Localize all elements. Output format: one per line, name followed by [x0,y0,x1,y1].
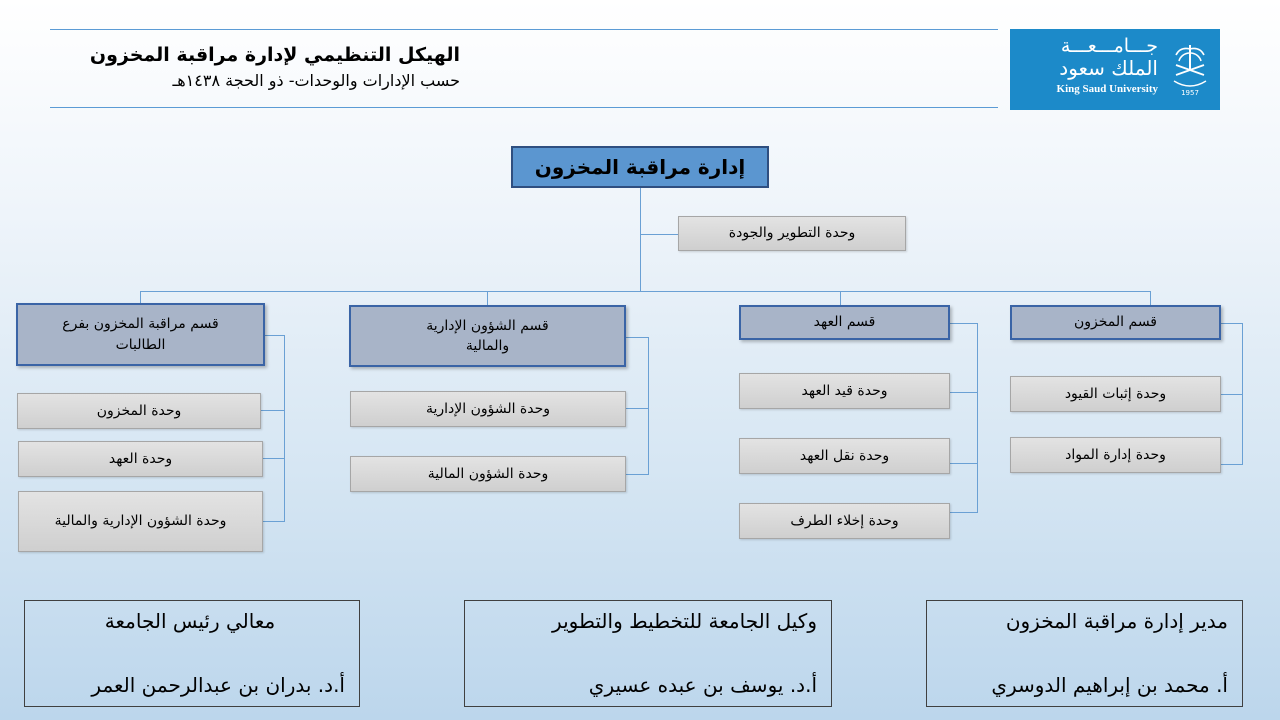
dept-female-branch: قسم مراقبة المخزون بفرع الطالبات [16,303,265,366]
connector-root-unit [640,234,678,235]
connector-drop-dept-2 [840,291,841,305]
connector-drop-dept-3 [487,291,488,305]
unit-admin-affairs: وحدة الشؤون الإدارية [350,391,626,427]
signature-title: وكيل الجامعة للتخطيط والتطوير [552,609,817,633]
connector-dept1-bracket [1221,323,1243,324]
connector-root-trunk [640,188,641,291]
logo-arabic-line2: الملك سعود [1059,56,1158,80]
signature-rector [24,600,360,707]
unit-branch-admin-finance: وحدة الشؤون الإدارية والمالية [18,491,263,552]
connector-drop-dept-4 [140,291,141,303]
header-top-rule [50,29,998,30]
connector-dept3-unit2 [626,474,649,475]
signature-name: أ.د. يوسف بن عبده عسيري [588,673,817,697]
connector-dept2-bracket [950,323,978,324]
connector-dept1-unit2 [1221,464,1243,465]
unit-materials: وحدة إدارة المواد [1010,437,1221,473]
connector-dept1-unit1 [1221,394,1243,395]
connector-dept2-vertical [977,323,978,513]
connector-dept4-unit1 [261,410,285,411]
connector-dept4-vertical [284,335,285,522]
header-bottom-rule [50,107,998,108]
signature-name: أ. محمد بن إبراهيم الدوسري [991,673,1228,697]
signature-vice-rector [464,600,832,707]
logo-arabic-line1: جـــامـــعـــة [1060,35,1158,57]
palm-swords-emblem-icon [1168,41,1212,99]
unit-custody-record: وحدة قيد العهد [739,373,950,409]
unit-finance-affairs: وحدة الشؤون المالية [350,456,626,492]
unit-branch-custody: وحدة العهد [18,441,263,477]
unit-clearance: وحدة إخلاء الطرف [739,503,950,539]
connector-dept2-unit2 [950,463,978,464]
logo-arabic-name [1059,35,1158,79]
connector-dept3-unit1 [626,408,649,409]
connector-dept4-unit2 [263,458,285,459]
connector-dept4-bracket [265,335,285,336]
signature-inventory-director [926,600,1243,707]
connector-dept3-vertical [648,337,649,474]
logo-year: 1957 [1181,89,1199,97]
signature-title: مدير إدارة مراقبة المخزون [1005,609,1228,633]
connector-dept2-unit1 [950,392,978,393]
university-logo [1010,29,1220,110]
page-subtitle: حسب الإدارات والوحدات- ذو الحجة ١٤٣٨هـ [172,71,460,90]
page-title: الهيكل التنظيمي لإدارة مراقبة المخزون [89,44,460,66]
dept-custody: قسم العهد [739,305,950,340]
signature-title: معالي رئيس الجامعة [104,609,276,633]
connector-drop-dept-1 [1150,291,1151,305]
signature-name: أ.د. بدران بن عبدالرحمن العمر [91,673,345,697]
connector-dept4-unit3 [263,521,285,522]
connector-dept2-unit3 [950,512,978,513]
logo-english-name: King Saud University [1056,83,1158,95]
connector-dept-bus [140,291,1150,292]
dept-admin-finance: قسم الشؤون الإدارية والمالية [349,305,626,367]
connector-dept3-bracket [626,337,649,338]
root-unit-quality: وحدة التطوير والجودة [678,216,906,251]
unit-custody-transfer: وحدة نقل العهد [739,438,950,474]
unit-entries: وحدة إثبات القيود [1010,376,1221,412]
unit-branch-inventory: وحدة المخزون [17,393,261,429]
dept-inventory: قسم المخزون [1010,305,1221,340]
root-box: إدارة مراقبة المخزون [511,146,769,188]
